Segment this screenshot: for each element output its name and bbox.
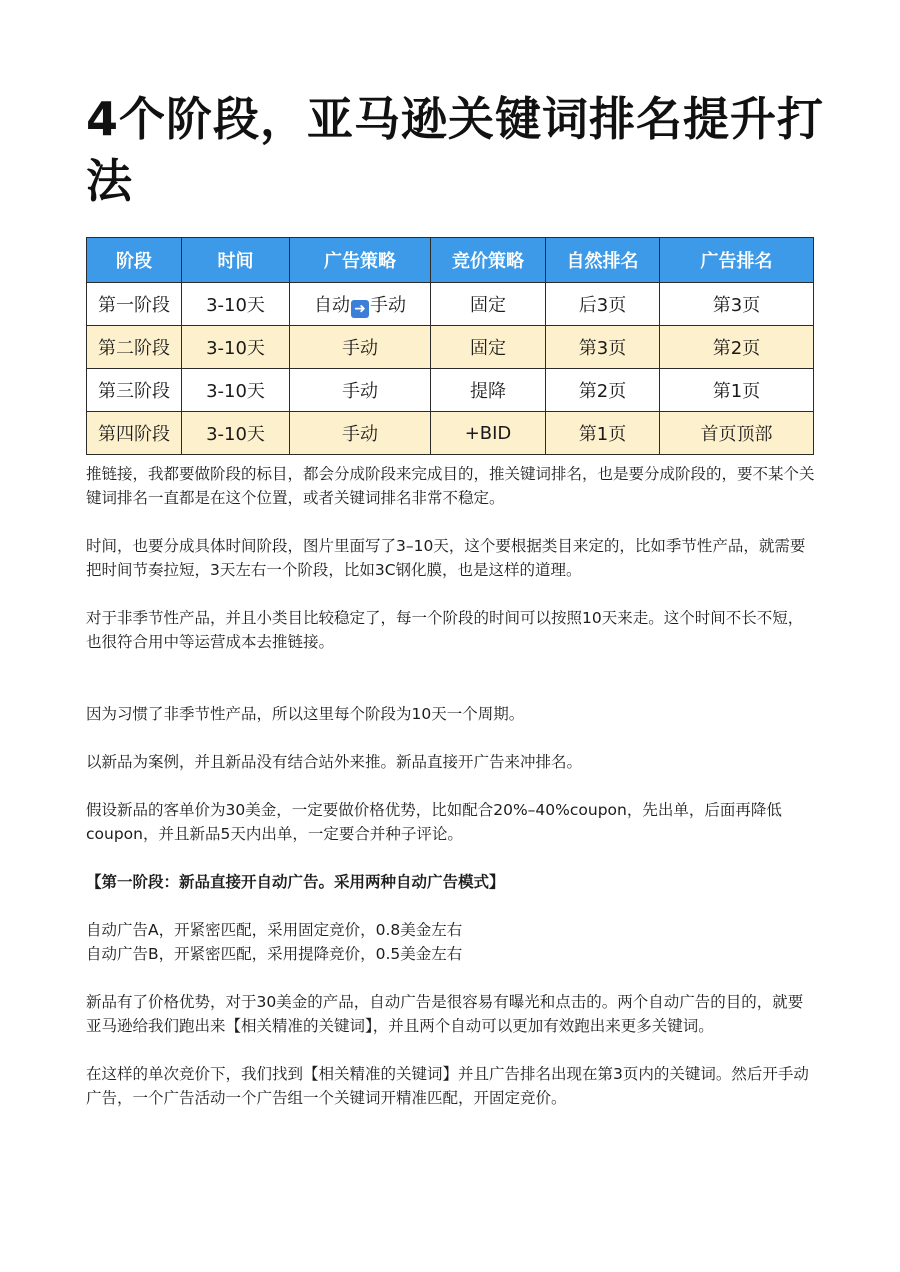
- paragraph: 时间，也要分成具体时间阶段，图片里面写了3–10天，这个要根据类目来定的，比如季节性产品，就需要把时间节奏拉短，3天左右一个阶段，比如3C钢化膜，也是这样的道理。: [86, 537, 806, 579]
- cell-time: 3-10天: [182, 369, 290, 412]
- cell-ad-strategy: 手动: [290, 412, 431, 455]
- header-time: 时间: [182, 238, 290, 283]
- cell-stage: 第三阶段: [87, 369, 182, 412]
- cell-time: 3-10天: [182, 326, 290, 369]
- paragraph: 自动广告B，开紧密匹配，采用提降竞价，0.5美金左右: [86, 945, 463, 963]
- header-stage: 阶段: [87, 238, 182, 283]
- article-body: [86, 462, 816, 1134]
- cell-bid: +BID: [431, 412, 546, 455]
- cell-organic: 后3页: [546, 283, 660, 326]
- cell-time: 3-10天: [182, 412, 290, 455]
- cell-ad-a: 自动: [314, 294, 350, 316]
- cell-ad-rank: 首页顶部: [660, 412, 814, 455]
- cell-organic: 第2页: [546, 369, 660, 412]
- section-heading: 【第一阶段：新品直接开自动广告。采用两种自动广告模式】: [86, 873, 505, 891]
- paragraph: 因为习惯了非季节性产品，所以这里每个阶段为10天一个周期。: [86, 705, 525, 723]
- cell-ad-b: 手动: [370, 294, 406, 316]
- cell-ad-rank: 第3页: [660, 283, 814, 326]
- paragraph: 对于非季节性产品，并且小类目比较稳定了，每一个阶段的时间可以按照10天来走。这个时间不长不短，也很符合用中等运营成本去推链接。: [86, 609, 804, 651]
- cell-stage: 第二阶段: [87, 326, 182, 369]
- cell-ad-strategy: 手动: [290, 369, 431, 412]
- page-title: 4个阶段，亚马逊关键词排名提升打法: [86, 92, 825, 208]
- table-header-row: [87, 238, 814, 283]
- header-organic-rank: 自然排名: [546, 238, 660, 283]
- cell-organic: 第1页: [546, 412, 660, 455]
- cell-bid: 提降: [431, 369, 546, 412]
- cell-organic: 第3页: [546, 326, 660, 369]
- cell-bid: 固定: [431, 283, 546, 326]
- right-arrow-icon: ➜: [351, 300, 369, 318]
- cell-ad-rank: 第1页: [660, 369, 814, 412]
- paragraph: 自动广告A，开紧密匹配，采用固定竞价，0.8美金左右: [86, 921, 463, 939]
- header-bid-strategy: 竞价策略: [431, 238, 546, 283]
- table-row: [87, 283, 814, 326]
- paragraph: 假设新品的客单价为30美金，一定要做价格优势，比如配合20%–40%coupon，先出单，后面再降低coupon，并且新品5天内出单，一定要合并种子评论。: [86, 801, 782, 843]
- cell-ad-strategy: 手动: [290, 326, 431, 369]
- cell-ad-rank: 第2页: [660, 326, 814, 369]
- paragraph: 以新品为案例，并且新品没有结合站外来推。新品直接开广告来冲排名。: [86, 753, 583, 771]
- header-ad-rank: 广告排名: [660, 238, 814, 283]
- paragraph: 在这样的单次竞价下，我们找到【相关精准的关键词】并且广告排名出现在第3页内的关键词。然后开手动广告，一个广告活动一个广告组一个关键词开精准匹配，开固定竞价。: [86, 1065, 809, 1107]
- table-row: [87, 412, 814, 455]
- stage-table: [86, 237, 814, 455]
- table-row: [87, 369, 814, 412]
- cell-stage: 第一阶段: [87, 283, 182, 326]
- cell-bid: 固定: [431, 326, 546, 369]
- header-ad-strategy: 广告策略: [290, 238, 431, 283]
- table-row: [87, 326, 814, 369]
- cell-ad-strategy: [290, 283, 431, 326]
- paragraph: 新品有了价格优势，对于30美金的产品，自动广告是很容易有曝光和点击的。两个自动广告的目的，就要亚马逊给我们跑出来【相关精准的关键词】，并且两个自动可以更加有效跑出来更多关键词。: [86, 993, 804, 1035]
- cell-stage: 第四阶段: [87, 412, 182, 455]
- cell-time: 3-10天: [182, 283, 290, 326]
- paragraph: 推链接，我都要做阶段的标目，都会分成阶段来完成目的，推关键词排名，也是要分成阶段的，要不某个关键词排名一直都是在这个位置，或者关键词排名非常不稳定。: [86, 465, 815, 507]
